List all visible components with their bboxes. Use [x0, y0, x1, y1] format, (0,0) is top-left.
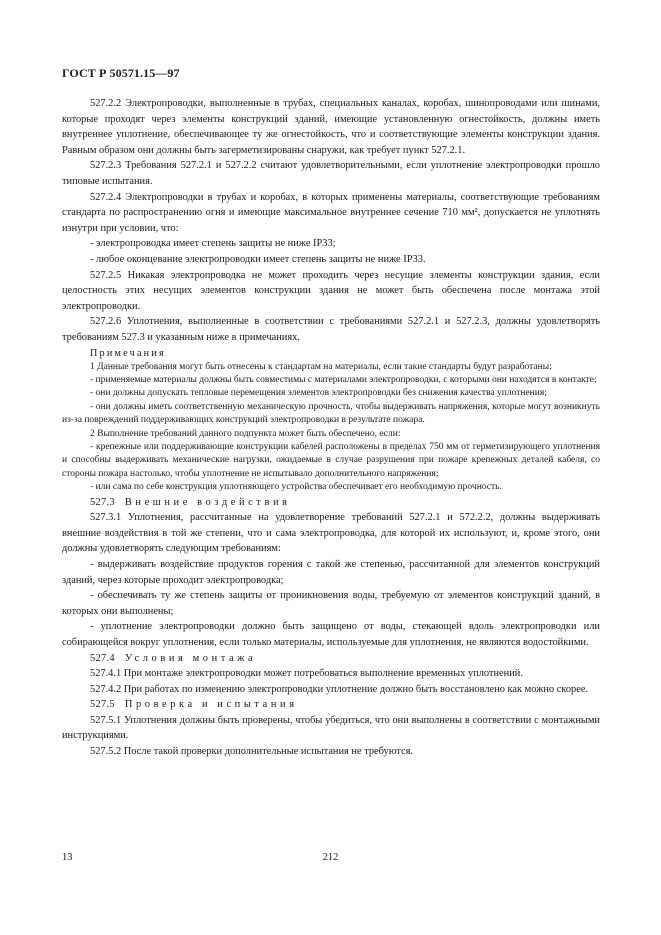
paragraph-527-4-2: 527.4.2 При работах по изменению электропроводки уплотнение должно быть восстановлено как можно скорее.	[90, 683, 589, 695]
document-header: ГОСТ Р 50571.15—97	[62, 66, 180, 80]
paragraph-527-5-1: 527.5.1 Уплотнения должны быть проверены, чтобы убедиться, что они выполнены в соответствии с монтажными инструкциями.	[62, 714, 600, 742]
section-title: Проверка и испытания	[124, 699, 298, 711]
note-item: - они должны иметь соответственную механическую прочность, чтобы выдерживать напряжения, которые могут возникнуть из-за повреждений поддерживающих конструкций электропроводки в результате пожара.	[62, 401, 600, 426]
page-number: 212	[322, 852, 339, 863]
notes-heading: Примечания	[90, 347, 166, 359]
paragraph-527-2-6: 527.2.6 Уплотнения, выполненные в соответствии с требованиями 527.2.1 и 527.2.3, должны удовлетворять требованиям 527.3 и указанным ниже в примечаниях.	[62, 316, 600, 343]
note-item: - крепежные или поддерживающие конструкции кабелей расположены в пределах 750 мм от герметизирующего уплотнения и способны выдерживать механические нагрузки, ожидаемые в случае разрушения при пожаре крепежных деталей кабеля, со стороны пожара настолько, чтобы уплотнение не испытывало дополнительного напряжения;	[62, 441, 600, 479]
section-heading-527-5	[62, 697, 600, 713]
note-item: - применяемые материалы должны быть совместимы с материалами электропроводки, с которыми они находятся в контакте;	[90, 374, 597, 385]
list-item: - электропроводка имеет степень защиты не ниже IP33;	[90, 238, 336, 250]
note-item: - или сама по себе конструкция уплотняющего устройства обеспечивает его необходимую прочность.	[90, 482, 502, 493]
section-title: Условия монтажа	[124, 652, 257, 664]
paragraph-527-3-1: 527.3.1 Уплотнения, рассчитанные на удовлетворение требований 527.2.1 и 572.2.2, должны выдерживать внешние воздействия в той же степени, что и сама электропроводка, для которой их используют, и, кроме этого, они должны удовлетворять следующим требованиям:	[62, 512, 600, 555]
paragraph-527-2-2: 527.2.2 Электропроводки, выполненные в трубах, специальных каналах, коробах, шинопроводами или шинами, которые проходят через элементы конструкций зданий, имеющие установленную огнестойкость, должны иметь внутреннее уплотнение, обеспечивающее ту же огнестойкость, что и соответствующие элементы конструкции здания. Равным образом они должны быть загерметизированы снаружи, как требует пункт 527.2.1.	[62, 98, 600, 156]
list-item: - уплотнение электропроводки должно быть защищено от воды, стекающей вдоль электропроводки или собирающейся вокруг уплотнения, если только материалы, используемые для уплотнения, не являются водостойкими.	[62, 621, 600, 648]
section-heading-527-4	[62, 651, 600, 667]
paragraph-527-2-5: 527.2.5 Никакая электропроводка не может проходить через несущие элементы конструкции здания, если целостность этих несущих элементов конструкции здания не может быть обеспечена после монтажа этой электропроводки.	[62, 269, 600, 312]
list-item: - обеспечивать ту же степень защиты от проникновения воды, требуемую от элементов конструкций зданий, в которых они выполнены;	[62, 590, 600, 617]
section-heading-527-3	[62, 495, 600, 511]
section-number: 527.4	[90, 652, 115, 664]
page-body	[62, 96, 600, 760]
paragraph-527-5-2: 527.5.2 После такой проверки дополнительные испытания не требуются.	[90, 746, 414, 758]
note-item: - они должны допускать тепловые перемещения элементов электропроводки без снижения качества уплотнения;	[90, 388, 547, 399]
section-number: 527.3	[90, 496, 115, 508]
list-item: - любое оконцевание электропроводки имеет степень защиты не ниже IP33.	[90, 253, 426, 265]
note-2: 2 Выполнение требований данного подпункта может быть обеспечено, если:	[90, 428, 401, 439]
section-number: 527.5	[90, 699, 115, 711]
section-title: Внешние воздействия	[124, 496, 291, 508]
footer-left-number: 13	[62, 852, 73, 863]
paragraph-527-4-1: 527.4.1 При монтаже электропроводки может потребоваться выполнение временных уплотнений.	[90, 668, 523, 680]
list-item: - выдерживать воздействие продуктов горения с такой же степенью, рассчитанной для элементов конструкций зданий, через которые проходит электропроводка;	[62, 558, 600, 586]
paragraph-527-2-4: 527.2.4 Электропроводки в трубах и коробах, в которых применены материалы, соответствующие требованиям стандарта по распространению огня и имеющие максимальное внутреннее сечение 710 мм², допускается не уплотнять изнутри при условии, что:	[62, 191, 600, 234]
note-1: 1 Данные требования могут быть отнесены к стандартам на материалы, если такие стандарты будут разработаны:	[90, 361, 552, 372]
paragraph-527-2-3: 527.2.3 Требования 527.2.1 и 527.2.2 считают удовлетворительными, если уплотнение электропроводки прошло типовые испытания.	[62, 160, 600, 187]
